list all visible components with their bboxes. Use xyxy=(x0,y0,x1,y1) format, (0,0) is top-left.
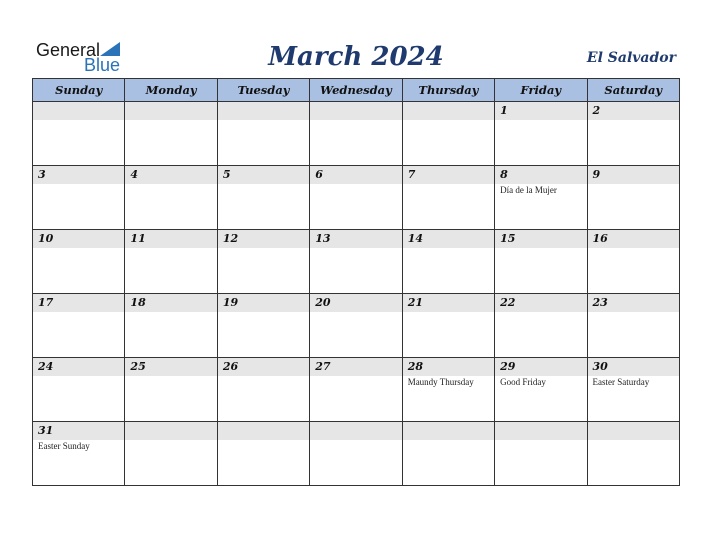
day-number: 28 xyxy=(407,360,423,373)
holiday-label: Good Friday xyxy=(500,377,546,387)
day-number: 11 xyxy=(130,232,146,245)
calendar-day-cell xyxy=(402,294,494,358)
day-number: 12 xyxy=(222,232,239,245)
day-number-band xyxy=(218,102,309,120)
day-number-band xyxy=(33,294,124,312)
holiday-label: Easter Saturday xyxy=(592,377,650,387)
calendar-day-cell xyxy=(125,230,217,294)
logo-text-blue: Blue xyxy=(84,55,121,75)
calendar-day-cell xyxy=(217,230,309,294)
day-number: 10 xyxy=(38,232,54,245)
day-number: 27 xyxy=(315,360,331,373)
day-number-band xyxy=(218,230,309,248)
day-number-band xyxy=(495,166,586,184)
calendar-day-cell xyxy=(495,102,587,166)
day-number: 5 xyxy=(222,168,231,181)
weekday-saturday: Saturday xyxy=(587,79,679,102)
calendar-week-row xyxy=(33,294,680,358)
day-number-band xyxy=(403,294,494,312)
calendar-day-cell xyxy=(310,230,402,294)
day-number: 9 xyxy=(592,168,601,181)
day-number-band xyxy=(310,230,401,248)
day-number: 24 xyxy=(38,360,54,373)
calendar-week-row xyxy=(33,422,680,486)
day-number-band xyxy=(218,358,309,376)
calendar-day-cell xyxy=(33,358,125,422)
day-number-band xyxy=(495,294,586,312)
day-number-band xyxy=(495,102,586,120)
day-number: 26 xyxy=(222,360,239,373)
day-number: 19 xyxy=(222,296,239,309)
day-number-band xyxy=(588,102,679,120)
day-number: 6 xyxy=(315,168,323,181)
day-number-band xyxy=(33,422,124,440)
day-number: 2 xyxy=(592,104,601,117)
day-number-band xyxy=(310,358,401,376)
day-number-band xyxy=(218,166,309,184)
day-number-band xyxy=(310,166,401,184)
calendar-day-cell xyxy=(402,358,494,422)
calendar-week-row xyxy=(33,102,680,166)
day-number-band xyxy=(310,102,401,120)
day-number: 14 xyxy=(407,232,423,245)
day-number: 13 xyxy=(315,232,331,245)
calendar-day-cell xyxy=(33,422,125,486)
calendar-day-cell xyxy=(587,294,679,358)
calendar-grid xyxy=(32,78,680,486)
calendar-day-cell xyxy=(33,166,125,230)
day-number-band xyxy=(588,166,679,184)
day-number: 20 xyxy=(315,296,331,309)
day-number-band xyxy=(588,294,679,312)
calendar-day-cell xyxy=(125,102,217,166)
calendar-day-cell xyxy=(402,166,494,230)
holiday-label: Easter Sunday xyxy=(38,441,90,451)
calendar-day-cell xyxy=(587,358,679,422)
calendar-week-row xyxy=(33,230,680,294)
calendar-week-row xyxy=(33,358,680,422)
calendar-day-cell xyxy=(217,166,309,230)
weekday-thursday: Thursday xyxy=(402,79,494,102)
calendar-day-cell xyxy=(33,294,125,358)
day-number-band xyxy=(588,422,679,440)
calendar-day-cell xyxy=(402,102,494,166)
logo-text-general: General xyxy=(36,40,101,60)
day-number-band xyxy=(218,422,309,440)
calendar-day-cell xyxy=(310,102,402,166)
day-number-band xyxy=(33,230,124,248)
day-number: 15 xyxy=(500,232,516,245)
day-number-band xyxy=(403,422,494,440)
day-number-band xyxy=(588,230,679,248)
calendar-day-cell xyxy=(587,166,679,230)
calendar-day-cell xyxy=(587,102,679,166)
country-label: El Salvador xyxy=(586,50,676,66)
calendar-day-cell xyxy=(125,358,217,422)
day-number-band xyxy=(218,294,309,312)
day-number: 31 xyxy=(38,424,54,437)
day-number-band xyxy=(125,230,216,248)
calendar-day-cell xyxy=(495,294,587,358)
day-number-band xyxy=(310,422,401,440)
calendar-day-cell xyxy=(402,230,494,294)
day-number: 4 xyxy=(130,168,139,181)
day-number-band xyxy=(33,102,124,120)
calendar-day-cell xyxy=(402,422,494,486)
day-number: 18 xyxy=(130,296,146,309)
day-number: 16 xyxy=(592,232,608,245)
day-number: 29 xyxy=(500,360,516,373)
weekday-wednesday: Wednesday xyxy=(310,79,402,102)
calendar-day-cell xyxy=(310,358,402,422)
day-number-band xyxy=(403,358,494,376)
calendar-day-cell xyxy=(217,422,309,486)
day-number-band xyxy=(403,230,494,248)
day-number: 17 xyxy=(38,296,54,309)
calendar-day-cell xyxy=(587,230,679,294)
day-number-band xyxy=(33,358,124,376)
day-number-band xyxy=(125,358,216,376)
calendar-day-cell xyxy=(310,294,402,358)
day-number-band xyxy=(125,166,216,184)
calendar-week-row xyxy=(33,166,680,230)
day-number-band xyxy=(403,102,494,120)
day-number-band xyxy=(495,422,586,440)
calendar-day-cell xyxy=(125,294,217,358)
day-number: 3 xyxy=(38,168,46,181)
day-number: 1 xyxy=(500,104,508,117)
calendar-day-cell xyxy=(217,358,309,422)
calendar-day-cell xyxy=(310,166,402,230)
day-number: 23 xyxy=(592,296,608,309)
calendar-day-cell xyxy=(495,422,587,486)
day-number-band xyxy=(125,294,216,312)
weekday-sunday: Sunday xyxy=(33,79,125,102)
day-number-band xyxy=(495,358,586,376)
day-number: 25 xyxy=(130,360,146,373)
day-number-band xyxy=(403,166,494,184)
calendar-day-cell xyxy=(125,166,217,230)
day-number: 7 xyxy=(407,168,416,181)
calendar-day-cell xyxy=(217,294,309,358)
calendar-title: March 2024 xyxy=(268,42,444,72)
calendar-day-cell xyxy=(310,422,402,486)
calendar-day-cell xyxy=(495,166,587,230)
calendar-day-cell xyxy=(495,358,587,422)
day-number-band xyxy=(33,166,124,184)
weekday-monday: Monday xyxy=(125,79,217,102)
day-number: 30 xyxy=(592,360,608,373)
holiday-label: Día de la Mujer xyxy=(500,185,557,195)
calendar-day-cell xyxy=(217,102,309,166)
weekday-friday: Friday xyxy=(495,79,587,102)
calendar-day-cell xyxy=(33,102,125,166)
day-number: 21 xyxy=(407,296,423,309)
day-number-band xyxy=(310,294,401,312)
day-number: 8 xyxy=(500,168,508,181)
day-number-band xyxy=(125,422,216,440)
holiday-label: Maundy Thursday xyxy=(407,377,474,387)
calendar-day-cell xyxy=(495,230,587,294)
day-number-band xyxy=(125,102,216,120)
calendar-day-cell xyxy=(33,230,125,294)
day-number-band xyxy=(495,230,586,248)
weekday-header-row xyxy=(33,79,680,102)
weekday-tuesday: Tuesday xyxy=(217,79,309,102)
calendar-day-cell xyxy=(125,422,217,486)
calendar-day-cell xyxy=(587,422,679,486)
day-number: 22 xyxy=(500,296,516,309)
day-number-band xyxy=(588,358,679,376)
